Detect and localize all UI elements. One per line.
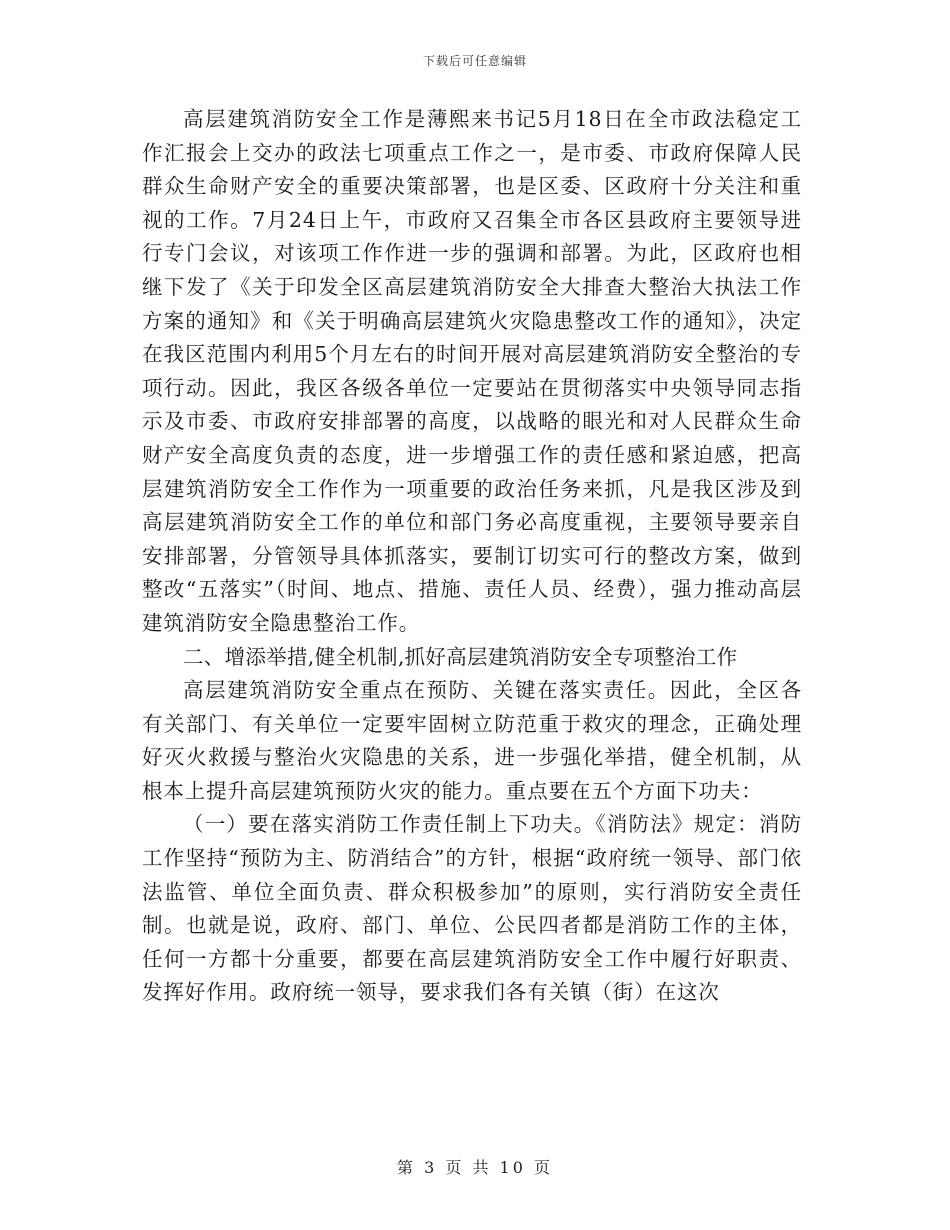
section-heading-2: 二、增添举措,健全机制,抓好高层建筑消防安全专项整治工作 [183, 644, 738, 669]
page-number-footer: 第 3 页 共 10 页 [397, 1158, 553, 1177]
page-header-note: 下载后可任意编辑 [422, 54, 527, 68]
body-paragraph-1: 高层建筑消防安全工作是薄熙来书记5月18日在全市政法稳定工作汇报会上交办的政法七项重点工作之一，是市委、市政府保障人民群众生命财产安全的重要决策部署，也是区委、区政府十分关注和重视的工作。7月24日上午，市政府又召集全市各区县政府主要领导进行专门会议，对该项工作作进一步的强调和部署。为此，区政府也相继下发了《关于印发全区高层建筑消防安全大排查大整治大执法工作方案的通知》和《关于明确高层建筑火灾隐患整改工作的通知》，决定在我区范围内利用5个月左右的时间开展对高层建筑消防安全整治的专项行动。因此，我区各级各单位一定要站在贯彻落实中央领导同志指示及市委、市政府安排部署的高度，以战略的眼光和对人民群众生命财产安全高度负责的态度，进一步增强工作的责任感和紧迫感，把高层建筑消防安全工作作为一项重要的政治任务来抓，凡是我区涉及到高层建筑消防安全工作的单位和部门务必高度重视，主要领导要亲自安排部署，分管领导具体抓落实，要制订切实可行的整改方案，做到整改“五落实”（时间、地点、措施、责任人员、经费），强力推动高层建筑消防安全隐患整治工作。 [142, 107, 802, 635]
body-paragraph-2: 高层建筑消防安全重点在预防、关键在落实责任。因此，全区各有关部门、有关单位一定要牢固树立防范重于救灾的理念，正确处理好灭火救援与整治火灾隐患的关系，进一步强化举措，健全机制，从根本上提升高层建筑预防火灾的能力。重点要在五个方面下功夫： [142, 678, 802, 803]
body-paragraph-3: （一）要在落实消防工作责任制上下功夫。《消防法》规定：消防工作坚持“预防为主、防消结合”的方针，根据“政府统一领导、部门依法监管、单位全面负责、群众积极参加”的原则，实行消防安全责任制。也就是说，政府、部门、单位、公民四者都是消防工作的主体，任何一方都十分重要，都要在高层建筑消防安全工作中履行好职责、发挥好作用。政府统一领导，要求我们各有关镇（街）在这次 [142, 812, 802, 1005]
document-body [142, 103, 802, 1010]
